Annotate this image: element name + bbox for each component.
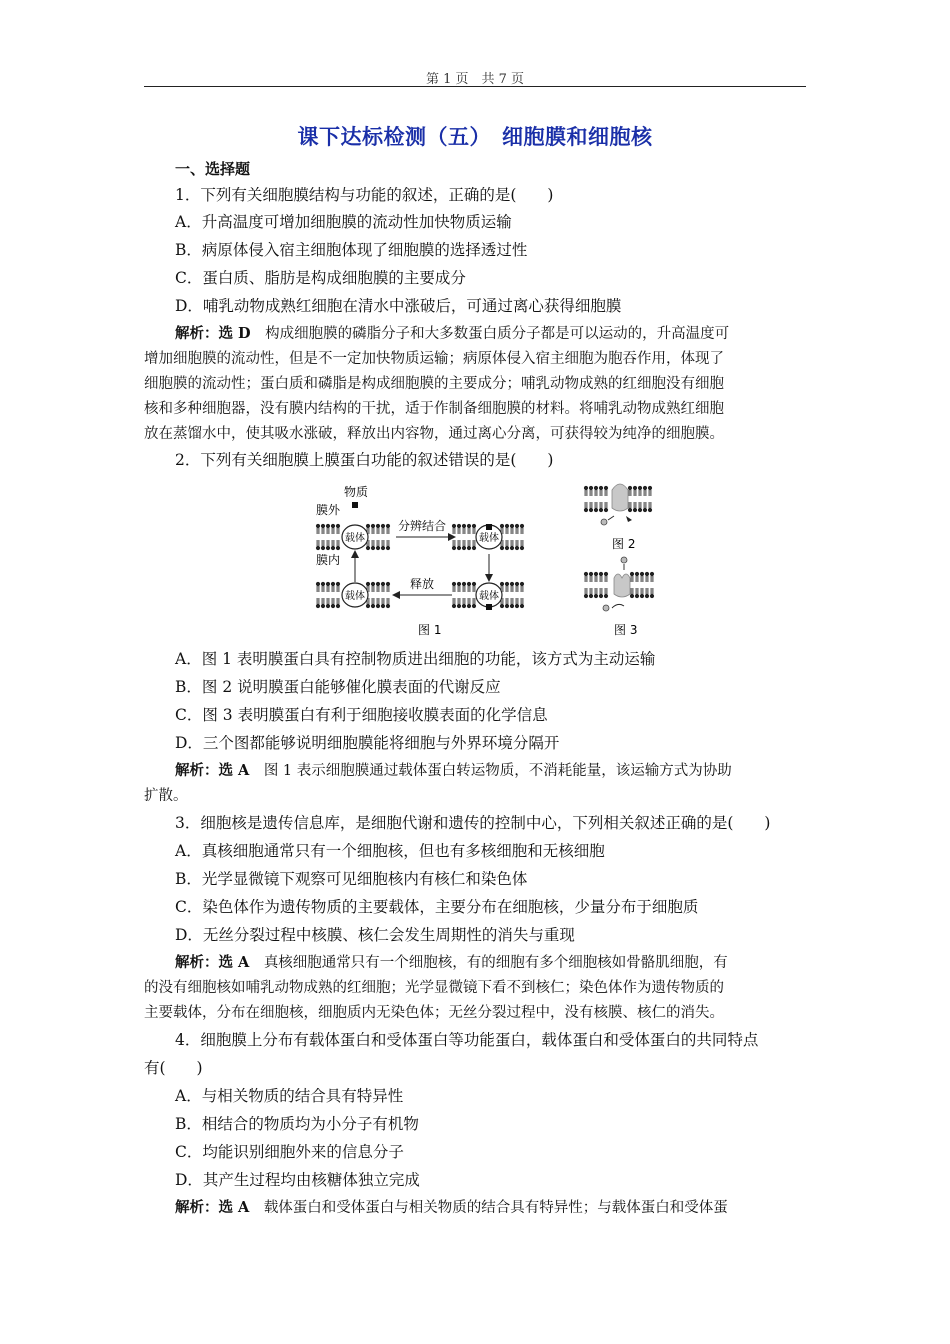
q4-option-d: D．其产生过程均由核糖体独立完成 bbox=[175, 1171, 420, 1189]
q3-analysis-label: 解析：选 A bbox=[175, 954, 250, 971]
fig2-label: 图 2 bbox=[612, 537, 636, 551]
q1-option-d: D．哺乳动物成熟红细胞在清水中涨破后，可通过离心获得细胞膜 bbox=[175, 297, 622, 315]
q3-option-c: C．染色体作为遗传物质的主要载体，主要分布在细胞核，少量分布于细胞质 bbox=[175, 898, 699, 916]
q1-analysis-line-5: 放在蒸馏水中，使其吸水涨破，释放出内容物，通过离心分离，可获得较为纯净的细胞膜。 bbox=[144, 426, 724, 442]
q1-option-c: C．蛋白质、脂肪是构成细胞膜的主要成分 bbox=[175, 269, 466, 287]
q1-option-b: B．病原体侵入宿主细胞体现了细胞膜的选择透过性 bbox=[175, 241, 528, 259]
enzyme-protein bbox=[612, 484, 628, 511]
q4-analysis-line-1 bbox=[175, 1197, 728, 1219]
q4-option-a: A．与相关物质的结合具有特异性 bbox=[175, 1087, 404, 1105]
fig1-release-label: 释放 bbox=[410, 577, 435, 591]
q2-stem: 2．下列有关细胞膜上膜蛋白功能的叙述错误的是( ) bbox=[175, 451, 554, 469]
figures-svg bbox=[300, 478, 680, 640]
q2-analysis-line-1 bbox=[175, 760, 732, 782]
carrier-label-4: 载体 bbox=[345, 591, 365, 602]
q1-analysis-line-3: 细胞膜的流动性；蛋白质和磷脂是构成细胞膜的主要成分；哺乳动物成熟的红细胞没有细胞 bbox=[144, 376, 724, 392]
q1-analysis-line-1 bbox=[175, 323, 729, 345]
q2-option-b: B．图 2 说明膜蛋白能够催化膜表面的代谢反应 bbox=[175, 678, 501, 696]
carrier-label-2: 载体 bbox=[479, 533, 499, 544]
q2-option-d: D．三个图都能够说明细胞膜能将细胞与外界环境分隔开 bbox=[175, 734, 560, 752]
fig1-substance-label: 物质 bbox=[344, 485, 369, 499]
substance-square bbox=[352, 502, 358, 508]
q2-option-a: A．图 1 表明膜蛋白具有控制物质进出细胞的功能，该方式为主动运输 bbox=[175, 650, 656, 668]
q1-analysis-line-2: 增加细胞膜的流动性，但是不一定加快物质运输；病原体侵入宿主细胞为胞吞作用，体现了 bbox=[144, 351, 724, 367]
q2-option-c: C．图 3 表明膜蛋白有利于细胞接收膜表面的化学信息 bbox=[175, 706, 548, 724]
fig3-label: 图 3 bbox=[614, 623, 638, 637]
q4-analysis-text-1: 载体蛋白和受体蛋白与相关物质的结合具有特异性；与载体蛋白和受体蛋 bbox=[263, 1200, 728, 1216]
header-rule bbox=[144, 86, 806, 87]
q4-analysis-label: 解析：选 A bbox=[175, 1199, 250, 1216]
q3-option-b: B．光学显微镜下观察可见细胞核内有核仁和染色体 bbox=[175, 870, 528, 888]
fig1-label: 图 1 bbox=[418, 623, 442, 637]
q2-analysis-label: 解析：选 A bbox=[175, 762, 250, 779]
q3-analysis-line-3: 主要载体，分布在细胞核，细胞质内无染色体；无丝分裂过程中，没有核膜、核仁的消失。 bbox=[144, 1005, 724, 1021]
q1-option-a: A．升高温度可增加细胞膜的流动性加快物质运输 bbox=[175, 213, 512, 231]
section-heading: 一、选择题 bbox=[175, 160, 251, 178]
fig1-inside-label: 膜内 bbox=[316, 553, 341, 567]
fig1-recognize-label: 分辨结合 bbox=[398, 519, 447, 533]
receptor-protein bbox=[614, 574, 630, 597]
q3-stem: 3．细胞核是遗传信息库，是细胞代谢和遗传的控制中心，下列相关叙述正确的是( ) bbox=[175, 814, 771, 832]
q1-analysis-text-1: 构成细胞膜的磷脂分子和大多数蛋白质分子都是可以运动的，升高温度可 bbox=[265, 326, 730, 342]
membrane-protein-figures bbox=[300, 478, 680, 640]
q4-option-c: C．均能识别细胞外来的信息分子 bbox=[175, 1143, 404, 1161]
fig1-outside-label: 膜外 bbox=[316, 503, 341, 517]
q4-option-b: B．相结合的物质均为小分子有机物 bbox=[175, 1115, 419, 1133]
q3-option-d: D．无丝分裂过程中核膜、核仁会发生周期性的消失与重现 bbox=[175, 926, 575, 944]
q4-stem-line-2: 有( ) bbox=[144, 1059, 203, 1077]
figure-2 bbox=[584, 484, 652, 551]
page-title: 课下达标检测（五） 细胞膜和细胞核 bbox=[297, 124, 653, 149]
page-header: 第 1 页 共 7 页 bbox=[425, 72, 525, 87]
q1-analysis-label: 解析：选 D bbox=[175, 325, 251, 342]
q3-analysis-text-1: 真核细胞通常只有一个细胞核，有的细胞有多个细胞核如骨骼肌细胞，有 bbox=[263, 955, 728, 971]
q2-analysis-text-1: 图 1 表示细胞膜通过载体蛋白转运物质，不消耗能量，该运输方式为协助 bbox=[263, 763, 732, 779]
figure-3 bbox=[584, 557, 654, 637]
q3-option-a: A．真核细胞通常只有一个细胞核，但也有多核细胞和无核细胞 bbox=[175, 842, 605, 860]
q4-stem-line-1: 4．细胞膜上分布有载体蛋白和受体蛋白等功能蛋白，载体蛋白和受体蛋白的共同特点 bbox=[175, 1031, 759, 1049]
carrier-label-1: 载体 bbox=[345, 533, 365, 544]
q1-analysis-line-4: 核和多种细胞器，没有膜内结构的干扰，适于作制备细胞膜的材料。将哺乳动物成熟红细胞 bbox=[144, 401, 724, 417]
figure-1 bbox=[316, 484, 524, 637]
q3-analysis-line-1 bbox=[175, 952, 728, 974]
carrier-label-3: 载体 bbox=[479, 591, 499, 602]
q3-analysis-line-2: 的没有细胞核如哺乳动物成熟的红细胞；光学显微镜下看不到核仁；染色体作为遗传物质的 bbox=[144, 980, 724, 996]
q1-stem: 1．下列有关细胞膜结构与功能的叙述，正确的是( ) bbox=[175, 186, 554, 204]
q2-analysis-line-2: 扩散。 bbox=[144, 788, 188, 804]
